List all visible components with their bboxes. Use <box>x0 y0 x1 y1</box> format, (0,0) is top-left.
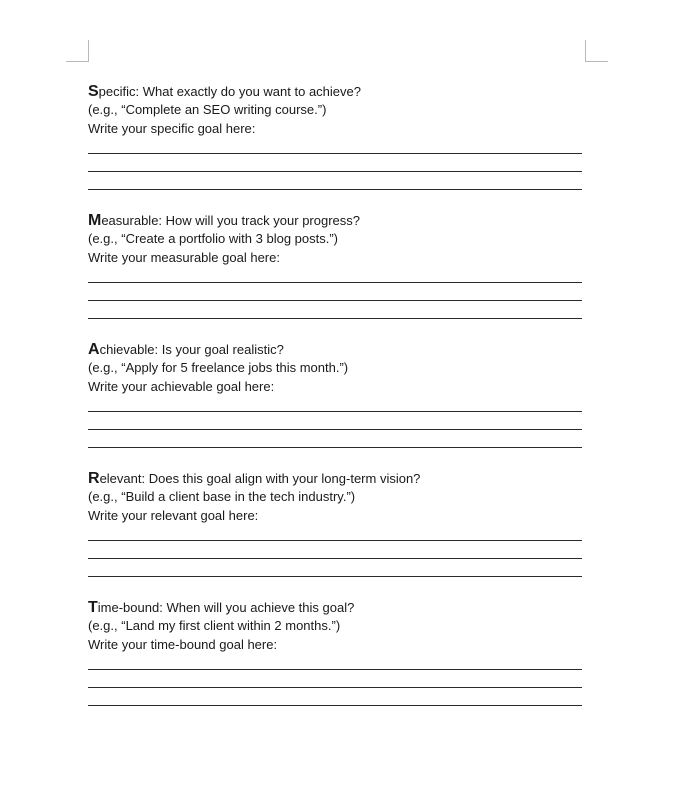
example-text: (e.g., “Apply for 5 freelance jobs this month.”) <box>88 360 349 375</box>
heading-initial: S <box>88 83 99 100</box>
heading-question: What exactly do you want to achieve? <box>139 84 361 99</box>
answer-line[interactable] <box>88 435 582 453</box>
answer-line[interactable] <box>88 288 582 306</box>
example-text: (e.g., “Create a portfolio with 3 blog posts.”) <box>88 231 339 246</box>
answer-line[interactable] <box>88 675 582 693</box>
write-prompt: Write your time-bound goal here: <box>88 636 278 652</box>
example-text: (e.g., “Complete an SEO writing course.”) <box>88 102 327 117</box>
section-heading <box>88 340 582 359</box>
heading-label: pecific: <box>98 84 140 99</box>
example-text: (e.g., “Build a client base in the tech industry.”) <box>88 489 356 504</box>
answer-line[interactable] <box>88 546 582 564</box>
heading-initial: R <box>88 470 100 487</box>
heading-label: ime-bound: <box>97 600 163 615</box>
answer-line[interactable] <box>88 177 582 195</box>
answer-line[interactable] <box>88 564 582 582</box>
section-heading <box>88 82 582 101</box>
heading-initial: A <box>88 341 100 358</box>
section-heading <box>88 598 582 617</box>
write-prompt: Write your relevant goal here: <box>88 507 259 523</box>
section-time-bound <box>88 598 582 727</box>
example-text: (e.g., “Land my first client within 2 months.”) <box>88 618 341 633</box>
heading-question: When will you achieve this goal? <box>162 600 355 615</box>
top-left-margin-marker <box>66 40 89 62</box>
section-achievable <box>88 340 582 469</box>
write-prompt: Write your measurable goal here: <box>88 249 280 265</box>
write-prompt: Write your achievable goal here: <box>88 378 275 394</box>
heading-question: Does this goal align with your long-term vision? <box>145 471 421 486</box>
write-prompt: Write your specific goal here: <box>88 120 256 136</box>
answer-line[interactable] <box>88 528 582 546</box>
section-heading <box>88 211 582 230</box>
answer-lines <box>88 654 582 711</box>
section-relevant <box>88 469 582 598</box>
heading-label: easurable: <box>101 213 163 228</box>
answer-line[interactable] <box>88 306 582 324</box>
answer-lines <box>88 267 582 324</box>
section-heading <box>88 469 582 488</box>
heading-label: chievable: <box>99 342 159 357</box>
answer-lines <box>88 138 582 195</box>
answer-line[interactable] <box>88 693 582 711</box>
answer-line[interactable] <box>88 417 582 435</box>
answer-line[interactable] <box>88 270 582 288</box>
answer-line[interactable] <box>88 159 582 177</box>
section-specific <box>88 82 582 211</box>
heading-question: How will you track your progress? <box>162 213 361 228</box>
section-measurable <box>88 211 582 340</box>
heading-initial: T <box>88 599 98 616</box>
answer-line[interactable] <box>88 657 582 675</box>
answer-lines <box>88 396 582 453</box>
heading-initial: M <box>88 212 102 229</box>
heading-label: elevant: <box>99 471 146 486</box>
smart-goals-worksheet <box>88 82 582 727</box>
answer-line[interactable] <box>88 399 582 417</box>
heading-question: Is your goal realistic? <box>158 342 284 357</box>
answer-lines <box>88 525 582 582</box>
top-right-margin-marker <box>585 40 608 62</box>
answer-line[interactable] <box>88 141 582 159</box>
